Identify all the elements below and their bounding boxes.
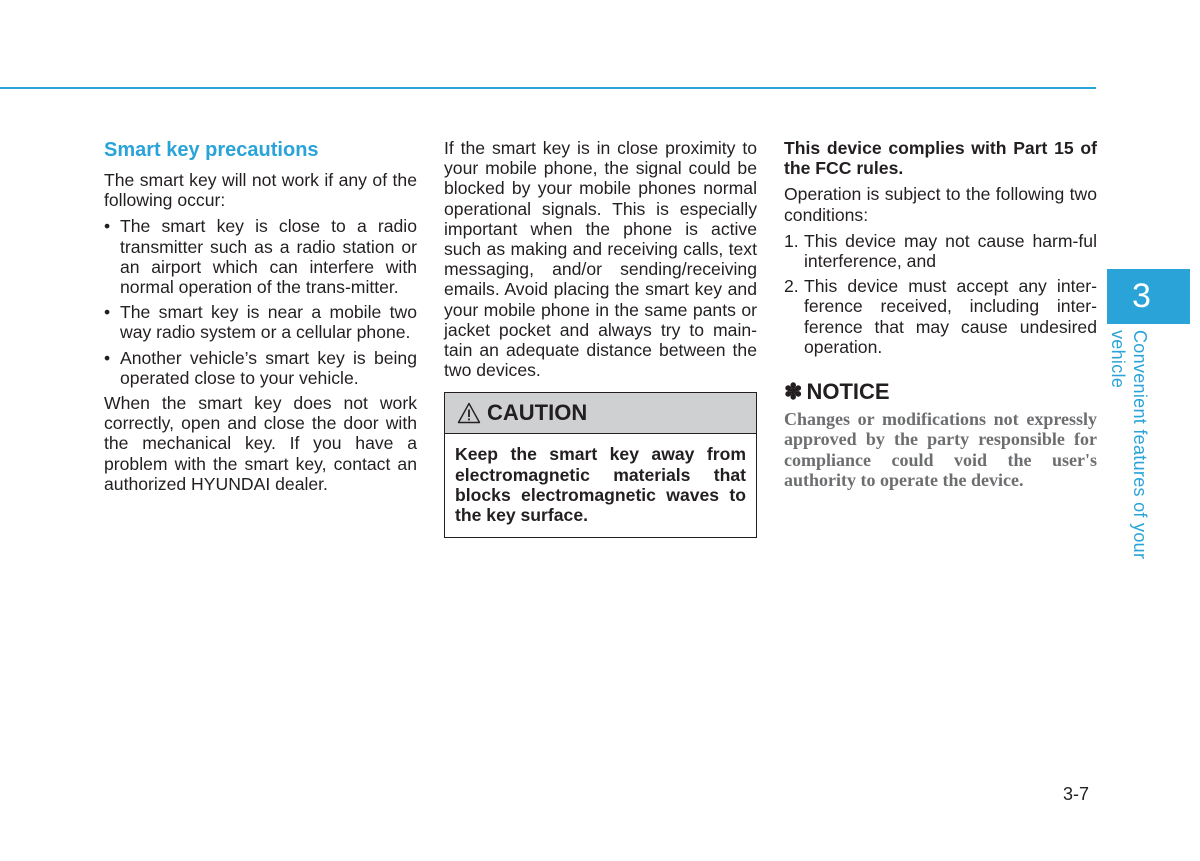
caution-header (445, 393, 756, 434)
caution-title: CAUTION (487, 400, 588, 426)
intro-paragraph: The smart key will not work if any of the following occur: (104, 170, 417, 211)
list-text: This device must accept any inter-ference received, including inter-ference that may cause undesired operation. (804, 276, 1097, 357)
chapter-label: Convenient features of your vehicle (1108, 330, 1150, 560)
list-text: This device may not cause harm-ful interference, and (804, 230, 1097, 272)
notice-heading (784, 379, 1097, 405)
caution-body: Keep the smart key away from electromagnetic materials that blocks electromagnetic waves to the key surface. (455, 444, 746, 526)
list-item (784, 231, 1097, 271)
top-rule (0, 87, 1096, 89)
section-heading: Smart key precautions (104, 139, 319, 161)
precautions-list (104, 216, 417, 388)
notice-body: Changes or modifications not expressly approved by the party responsible for compliance could void the user's authority to operate the device. (784, 409, 1097, 491)
list-item (784, 276, 1097, 357)
conditions-list (784, 231, 1097, 357)
outro-paragraph: When the smart key does not work correctly, open and close the door with the mechanical key. If you have a problem with the smart key, contact an authorized HYUNDAI dealer. (104, 393, 417, 494)
proximity-paragraph: If the smart key is in close proximity to your mobile phone, the signal could be blocked by your mobile phones normal operational signals. This is especially important when the phone is active such as making and receiving calls, text messaging, and/or sending/receiving emails. Avoid placing the smart key and your mobile phone in the same pants or jacket pocket and always try to main-tain an adequate distance between the two devices. (444, 138, 757, 381)
conditions-intro: Operation is subject to the following two conditions: (784, 184, 1097, 225)
notice-title: NOTICE (806, 379, 890, 405)
caution-box (444, 392, 757, 538)
column-middle (444, 138, 757, 538)
column-right (784, 138, 1097, 491)
column-left (104, 138, 417, 500)
fcc-heading: This device complies with Part 15 of the FCC rules. (784, 138, 1097, 179)
list-item: • The smart key is close to a radio transmitter such as a radio station or an airport which can interfere with normal operation of the trans-mitter. (104, 216, 417, 297)
list-item: • The smart key is near a mobile two way radio system or a cellular phone. (104, 302, 417, 342)
list-number: 2. (784, 276, 799, 297)
page-number: 3-7 (1063, 784, 1090, 804)
notice-star-icon: ✽ (784, 379, 803, 405)
warning-triangle-icon (457, 402, 481, 424)
list-item: • Another vehicle’s smart key is being operated close to your vehicle. (104, 348, 417, 388)
list-number: 1. (784, 230, 799, 251)
chapter-number: 3 (1132, 277, 1151, 315)
